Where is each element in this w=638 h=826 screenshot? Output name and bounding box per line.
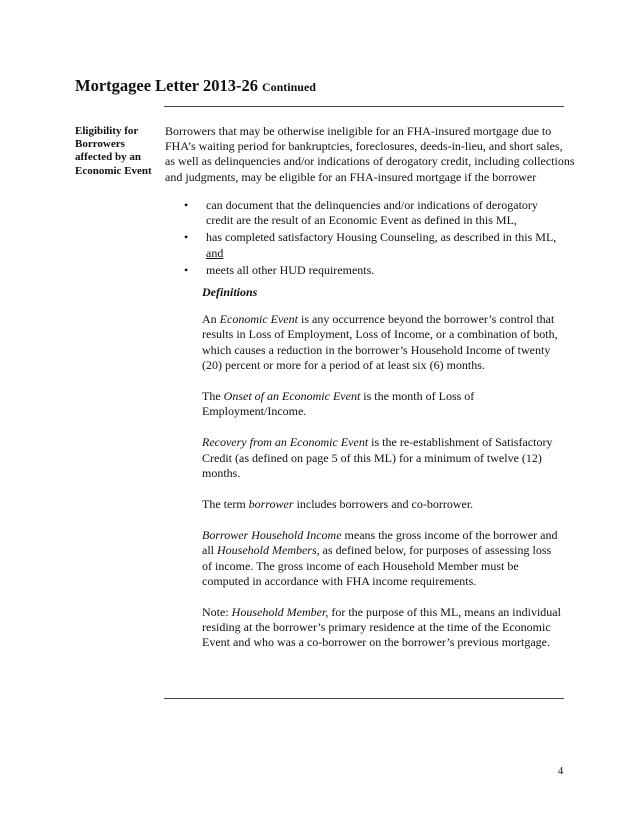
top-divider — [164, 106, 564, 107]
bottom-divider — [164, 698, 564, 699]
list-item — [184, 230, 564, 260]
list-item — [184, 263, 564, 278]
definition-recovery: Recovery from an Economic Event is the re-establishment of Satisfactory Credit (as defined on page 5 of this ML) for a minimum of twelve (12) months. — [202, 435, 553, 480]
page-title — [75, 76, 316, 96]
definition-note: Note: Household Member, for the purpose of this ML, means an individual residing at the borrower’s primary residence at the time of the Economic Event and who was a co-borrower on the borrower’s previous mortgage. — [202, 605, 561, 650]
continued-label: Continued — [261, 80, 316, 94]
list-item-text: has completed satisfactory Housing Counseling, as described in this ML, — [206, 230, 557, 245]
definitions-heading: Definitions — [202, 285, 258, 299]
definition-onset: The Onset of an Economic Event is the month of Loss of Employment/Income. — [202, 389, 475, 419]
list-item — [184, 198, 564, 228]
bullet-icon: • — [184, 198, 189, 212]
list-item-text: can document that the delinquencies and/or indications of derogatory credit are the result of an Economic Event as defined in this ML, — [206, 198, 538, 228]
bullet-icon: • — [184, 230, 189, 245]
definition-borrower: The term borrower includes borrowers and co-borrower. — [202, 497, 474, 512]
definition-household-income: Borrower Household Income means the gross income of the borrower and all Household Members, as defined below, for purposes of assessing loss of income. The gross income of each Household Member must be computed in accordance with FHA income requirements. — [202, 528, 558, 588]
definitions-section — [202, 285, 562, 667]
requirements-list — [184, 198, 564, 280]
underlined-and: and — [206, 245, 224, 260]
definition-economic-event: An Economic Event is any occurrence beyond the borrower’s control that results in Loss of Employment, Loss of Income, or a combination of both, which causes a reduction in the borrower’s Household Income of twenty (20) percent or more for a period of at least six (6) months. — [202, 312, 558, 372]
list-item-text: meets all other HUD requirements. — [206, 262, 375, 277]
page-number: 4 — [558, 766, 564, 777]
bullet-icon: • — [184, 262, 189, 277]
letter-title: Mortgagee Letter 2013-26 — [75, 76, 258, 95]
intro-paragraph: Borrowers that may be otherwise ineligible for an FHA-insured mortgage due to FHA’s waiting period for bankruptcies, foreclosures, deeds-in-lieu, and short sales, as well as delinquencies and/or indications of derogatory credit, including collections and judgments, may be eligible for an FHA-insured mortgage if the borrower — [165, 124, 575, 184]
section-label: Eligibility for Borrowers affected by an Economic Event — [75, 125, 152, 177]
